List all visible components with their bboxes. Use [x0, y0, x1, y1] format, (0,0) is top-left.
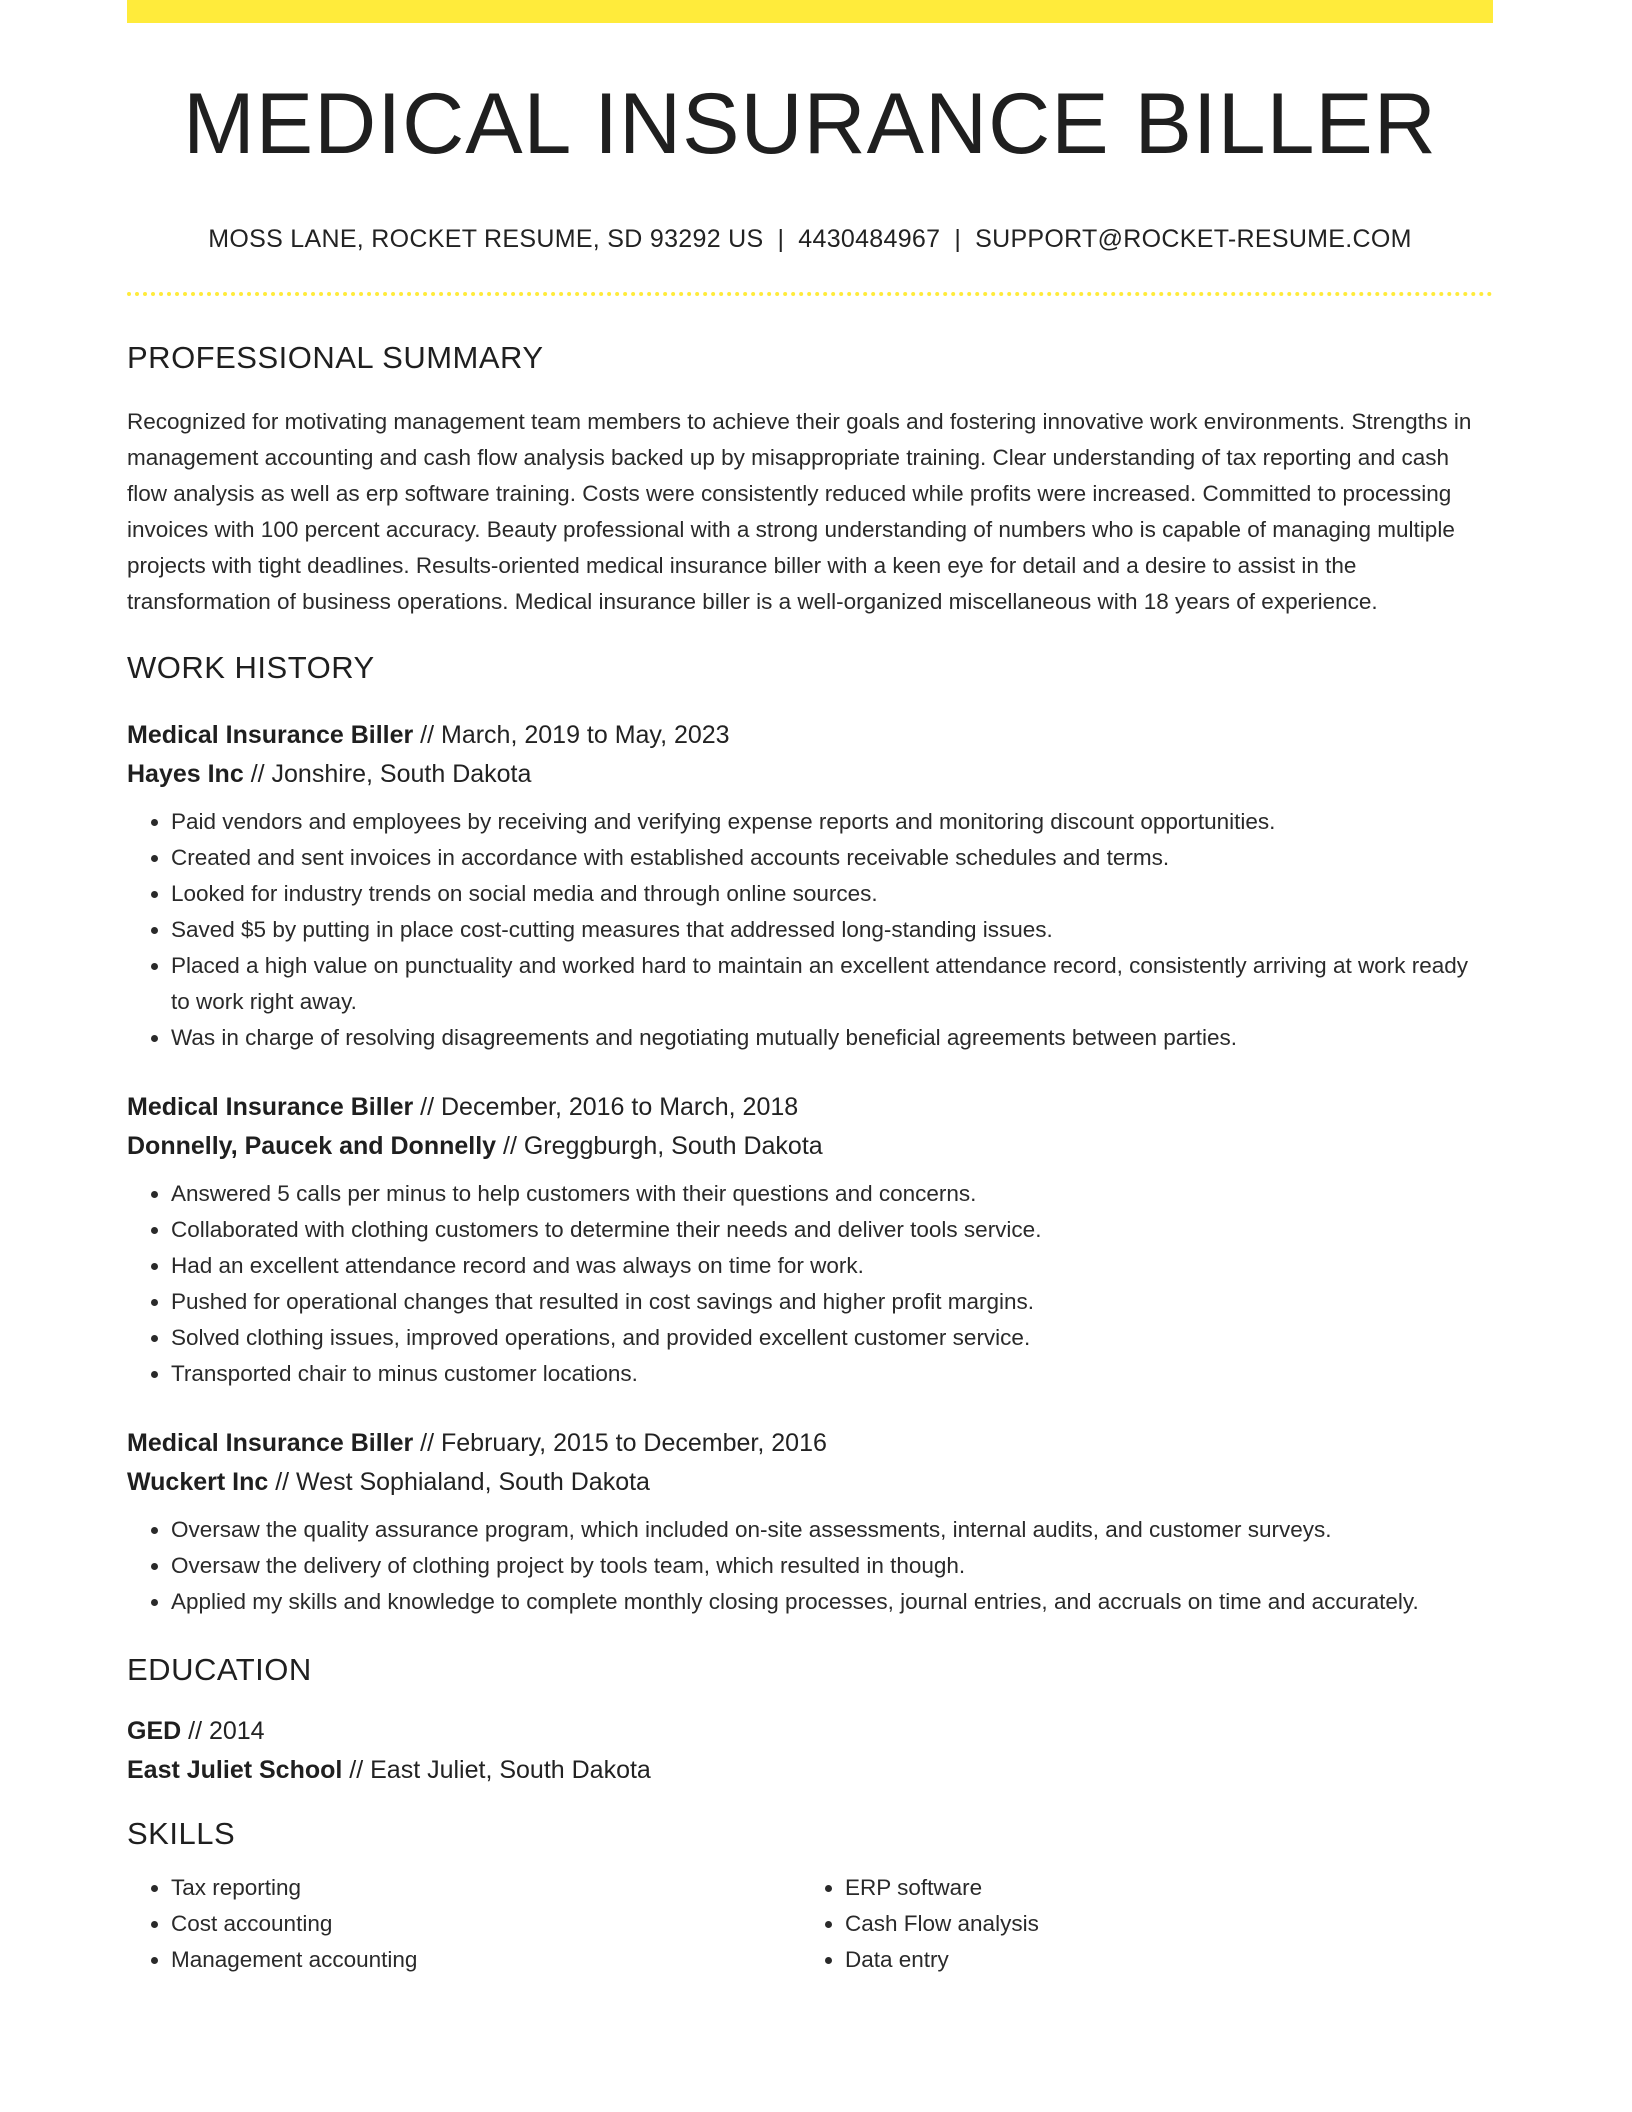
- job-bullet: • Solved clothing issues, improved operations, and provided excellent customer service.: [171, 1320, 1493, 1356]
- job-location: // Jonshire, South Dakota: [243, 760, 532, 788]
- job-entry: [127, 716, 1493, 1056]
- job-company: Wuckert Inc: [127, 1468, 269, 1496]
- job-bullet: • Answered 5 calls per minus to help customers with their questions and concerns.: [171, 1176, 1493, 1212]
- top-accent-bar: [127, 0, 1493, 23]
- job-role: Medical Insurance Biller: [127, 1429, 414, 1457]
- skill-item: • Cash Flow analysis: [845, 1906, 1475, 1942]
- job-bullet: • Had an excellent attendance record and was always on time for work.: [171, 1248, 1493, 1284]
- summary-heading: PROFESSIONAL SUMMARY: [127, 340, 544, 375]
- job-bullets: [127, 1176, 1493, 1392]
- job-bullet: • Applied my skills and knowledge to complete monthly closing processes, journal entries, and accruals on time and accurately.: [171, 1584, 1493, 1620]
- skills-heading: SKILLS: [127, 1816, 236, 1851]
- education-entry: [127, 1712, 1493, 1790]
- skills-column-left: [127, 1870, 801, 1978]
- contact-phone: 4430484967: [798, 225, 941, 253]
- job-title-line: [127, 716, 1493, 755]
- resume-name: MEDICAL INSURANCE BILLER: [183, 76, 1437, 172]
- resume-page: [127, 0, 1493, 1978]
- header-divider: [127, 292, 1493, 296]
- contact-line: [127, 225, 1493, 254]
- skill-item: • Tax reporting: [171, 1870, 801, 1906]
- job-bullets: [127, 804, 1493, 1056]
- job-company-line: [127, 1127, 1493, 1166]
- skills-column-right: [801, 1870, 1475, 1978]
- contact-separator: |: [954, 225, 962, 253]
- job-bullet: • Oversaw the delivery of clothing project by tools team, which resulted in though.: [171, 1548, 1493, 1584]
- education-heading: EDUCATION: [127, 1652, 312, 1687]
- job-bullet: • Collaborated with clothing customers to determine their needs and deliver tools service.: [171, 1212, 1493, 1248]
- education-degree: GED: [127, 1717, 182, 1745]
- job-entry: [127, 1088, 1493, 1392]
- job-company-line: [127, 755, 1493, 794]
- contact-separator: |: [777, 225, 785, 253]
- job-bullet: • Oversaw the quality assurance program, which included on-site assessments, internal audits, and customer surveys.: [171, 1512, 1493, 1548]
- job-bullet: • Transported chair to minus customer locations.: [171, 1356, 1493, 1392]
- education-degree-line: [127, 1712, 1493, 1751]
- skill-item: • Cost accounting: [171, 1906, 801, 1942]
- job-bullet: • Pushed for operational changes that resulted in cost savings and higher profit margins.: [171, 1284, 1493, 1320]
- summary-text: Recognized for motivating management team members to achieve their goals and fostering innovative work environments. Strengths in management accounting and cash flow analysis backed up by misappropriate training. Clear understanding of tax reporting and cash flow analysis as well as erp software training. Costs were consistently reduced while profits were increased. Committed to processing invoices with 100 percent accuracy. Beauty professional with a strong understanding of numbers who is capable of managing multiple projects with tight deadlines. Results-oriented medical insurance biller with a keen eye for detail and a desire to assist in the transformation of business operations. Medical insurance biller is a well-organized miscellaneous with 18 years of experience.: [127, 409, 1472, 614]
- contact-email: SUPPORT@ROCKET-RESUME.COM: [975, 225, 1412, 253]
- work-history-list: [127, 716, 1493, 1620]
- job-role: Medical Insurance Biller: [127, 1093, 414, 1121]
- job-bullet: • Created and sent invoices in accordance with established accounts receivable schedules and terms.: [171, 840, 1493, 876]
- skill-item: • Management accounting: [171, 1942, 801, 1978]
- job-title-line: [127, 1424, 1493, 1463]
- job-company-line: [127, 1463, 1493, 1502]
- job-bullet: • Looked for industry trends on social media and through online sources.: [171, 876, 1493, 912]
- job-title-line: [127, 1088, 1493, 1127]
- work-history-heading: WORK HISTORY: [127, 650, 375, 685]
- skills-columns: [127, 1870, 1493, 1978]
- job-dates: // February, 2015 to December, 2016: [413, 1429, 827, 1457]
- job-company: Donnelly, Paucek and Donnelly: [127, 1132, 497, 1160]
- education-year: // 2014: [181, 1717, 265, 1745]
- job-location: // West Sophialand, South Dakota: [268, 1468, 650, 1496]
- job-bullet: • Placed a high value on punctuality and worked hard to maintain an excellent attendance record, consistently arriving at work ready to work right away.: [171, 948, 1493, 1020]
- job-bullet: • Was in charge of resolving disagreements and negotiating mutually beneficial agreements between parties.: [171, 1020, 1493, 1056]
- skill-item: • Data entry: [845, 1942, 1475, 1978]
- skill-item: • ERP software: [845, 1870, 1475, 1906]
- job-bullet: • Saved $5 by putting in place cost-cutting measures that addressed long-standing issues.: [171, 912, 1493, 948]
- job-dates: // December, 2016 to March, 2018: [413, 1093, 799, 1121]
- job-location: // Greggburgh, South Dakota: [496, 1132, 823, 1160]
- job-company: Hayes Inc: [127, 760, 244, 788]
- education-location: // East Juliet, South Dakota: [342, 1756, 651, 1784]
- job-entry: [127, 1424, 1493, 1620]
- education-school: East Juliet School: [127, 1756, 343, 1784]
- education-school-line: [127, 1751, 1493, 1790]
- job-bullets: [127, 1512, 1493, 1620]
- contact-address: MOSS LANE, ROCKET RESUME, SD 93292 US: [208, 225, 764, 253]
- job-dates: // March, 2019 to May, 2023: [413, 721, 730, 749]
- job-role: Medical Insurance Biller: [127, 721, 414, 749]
- job-bullet: • Paid vendors and employees by receiving and verifying expense reports and monitoring discount opportunities.: [171, 804, 1493, 840]
